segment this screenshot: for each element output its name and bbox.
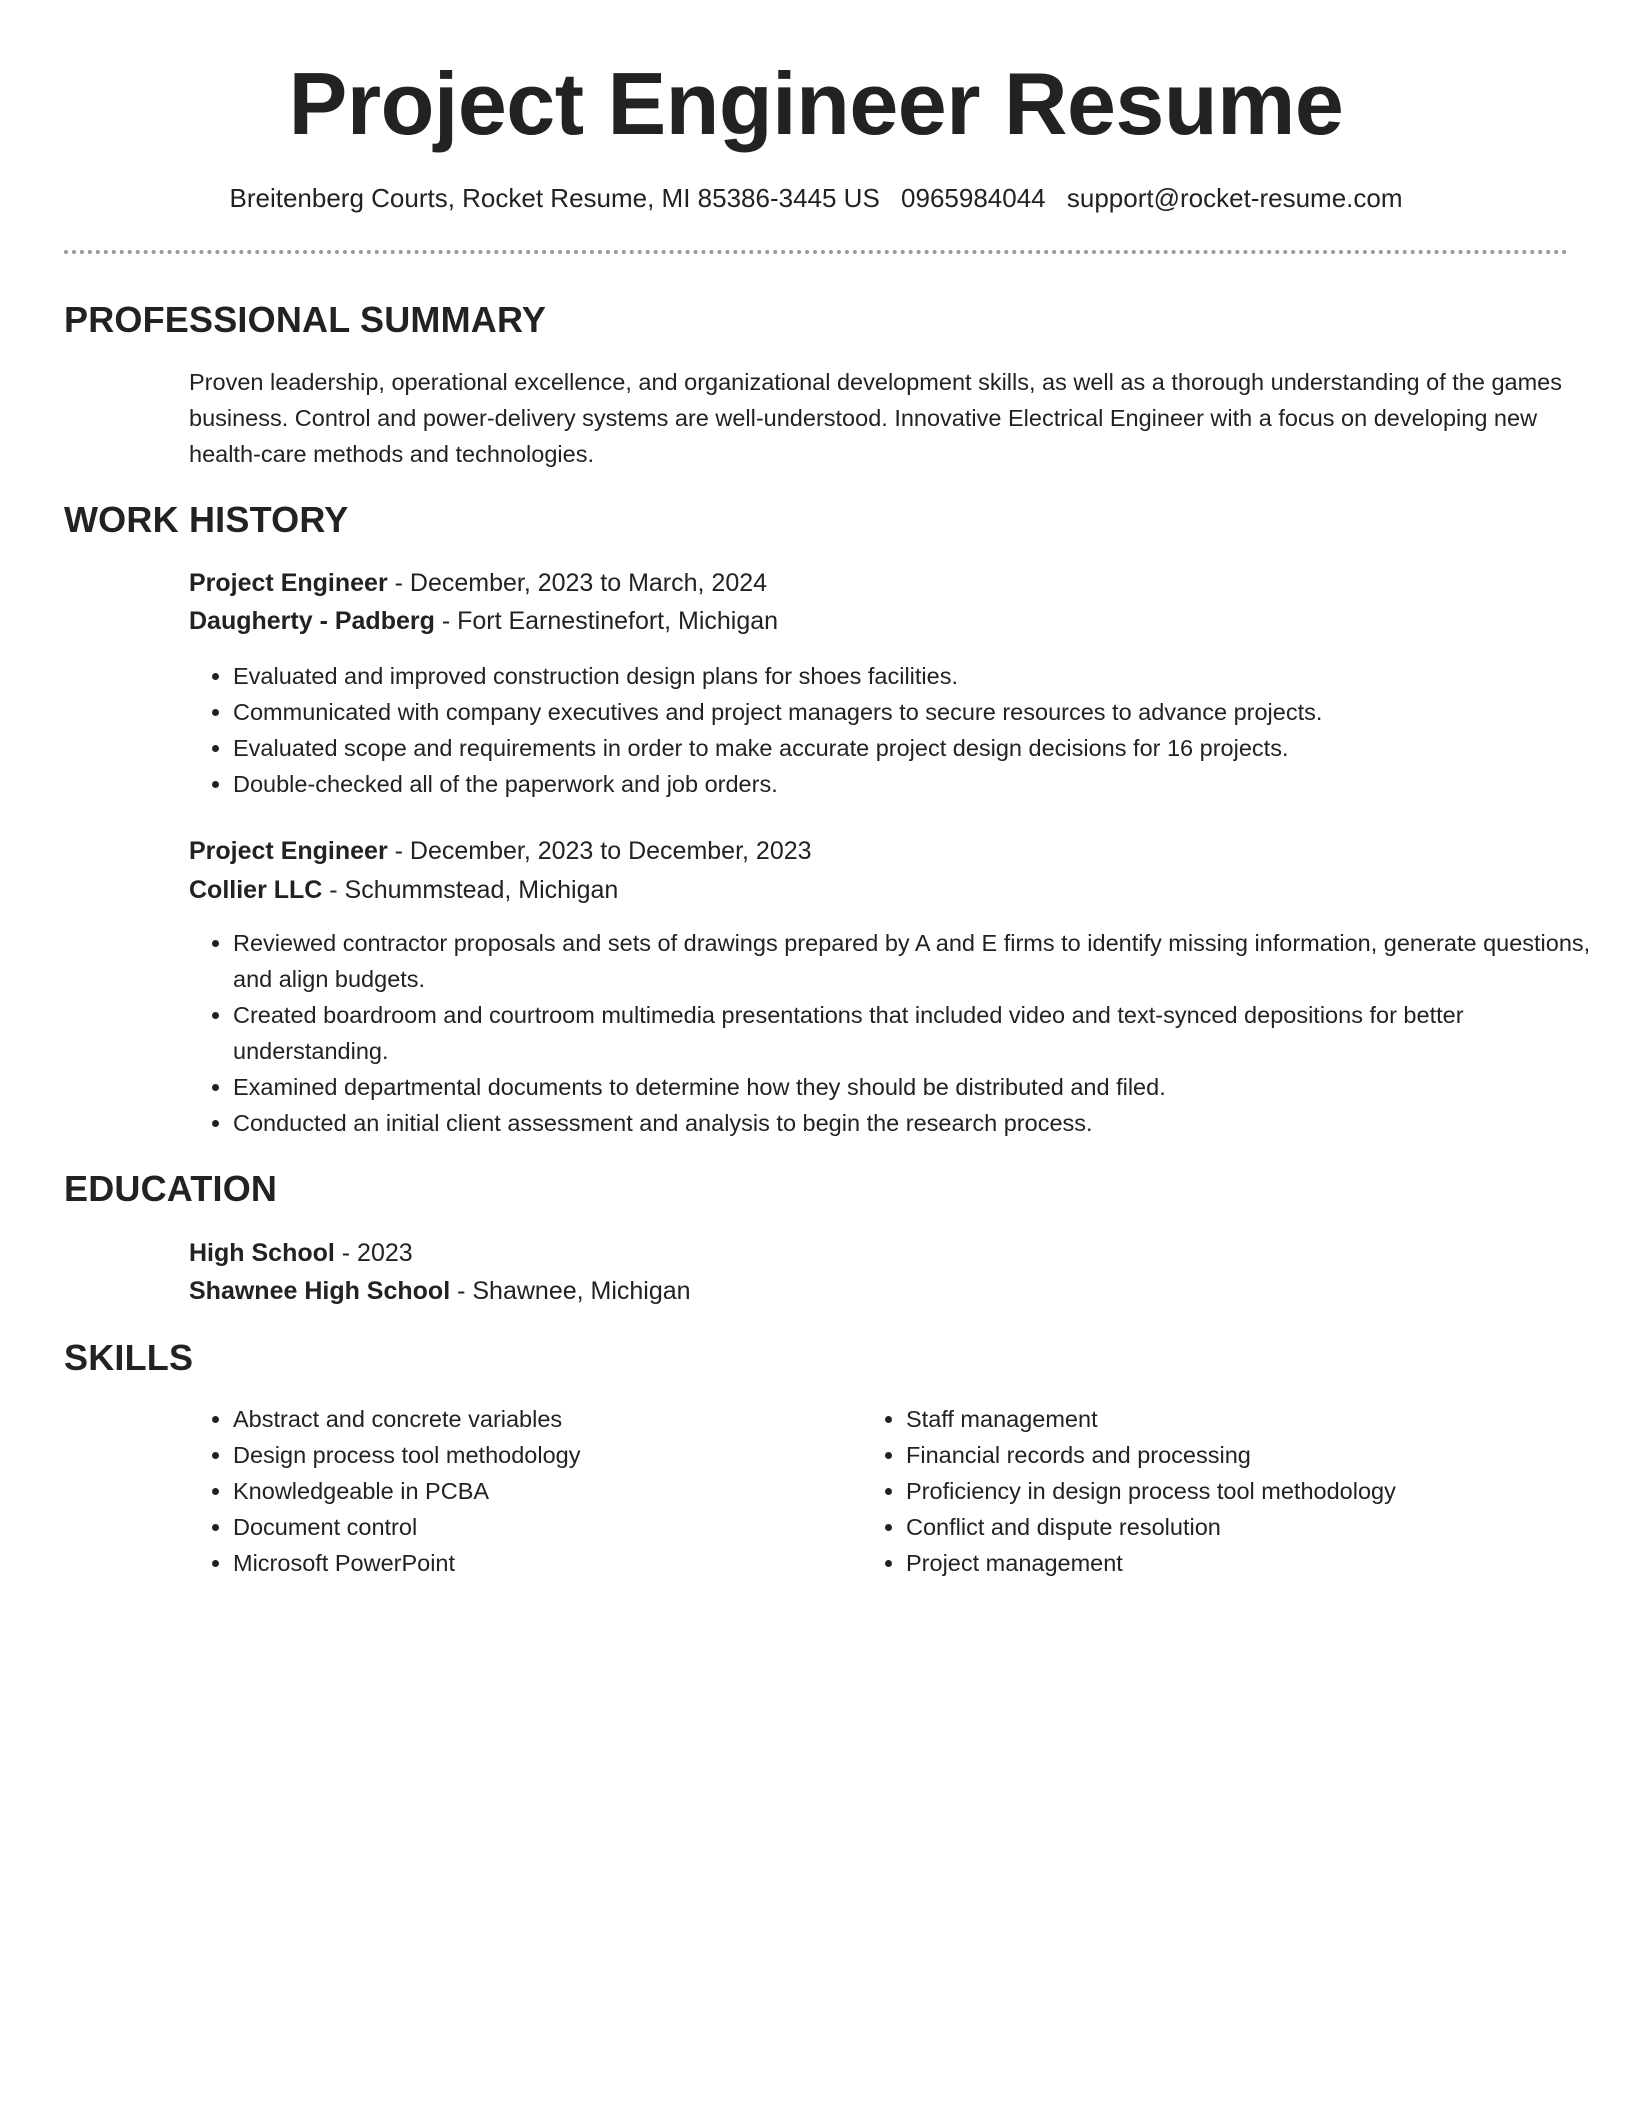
job-1-company: Daugherty - Padberg [189, 607, 435, 635]
list-item: • Microsoft PowerPoint [233, 1545, 873, 1581]
list-item: • Examined departmental documents to determine how they should be distributed and filed. [233, 1069, 1613, 1105]
section-title-education: EDUCATION [64, 1168, 278, 1209]
list-item: • Conflict and dispute resolution [906, 1509, 1546, 1545]
list-item: • Evaluated scope and requirements in order to make accurate project design decisions for 16 projects. [233, 730, 1613, 766]
contact-phone: 0965984044 [901, 183, 1046, 213]
list-item: • Abstract and concrete variables [233, 1401, 873, 1437]
summary-text: Proven leadership, operational excellence, and organizational development skills, as well as a thorough understanding of the games business. Control and power-delivery systems are well-understood. Innovative Electrical Engineer with a focus on developing new health-care methods and technologies. [189, 369, 1562, 467]
list-item: • Staff management [906, 1401, 1546, 1437]
job-2-bullets [189, 925, 1613, 1141]
list-item: • Created boardroom and courtroom multimedia presentations that included video and text-synced depositions for better understanding. [233, 997, 1613, 1069]
contact-email[interactable]: support@rocket-resume.com [1066, 183, 1403, 213]
list-item: • Reviewed contractor proposals and sets of drawings prepared by A and E firms to identify missing information, generate questions, and align budgets. [233, 925, 1613, 997]
education-year: - 2023 [334, 1239, 413, 1267]
education-school: Shawnee High School [189, 1277, 451, 1305]
contact-address: Breitenberg Courts, Rocket Resume, MI 85386-3445 US [229, 183, 880, 213]
job-2-title: Project Engineer [189, 837, 388, 865]
job-1-location: - Fort Earnestinefort, Michigan [434, 607, 779, 635]
section-title-summary: PROFESSIONAL SUMMARY [64, 299, 547, 340]
section-title-work-history: WORK HISTORY [64, 499, 349, 540]
section-title-skills: SKILLS [64, 1337, 194, 1378]
list-item: • Document control [233, 1509, 873, 1545]
job-1-company-line [189, 602, 1569, 640]
list-item: • Proficiency in design process tool methodology [906, 1473, 1546, 1509]
list-item: • Knowledgeable in PCBA [233, 1473, 873, 1509]
contact-line [0, 180, 1632, 216]
job-1-bullets [189, 658, 1613, 802]
job-2-dates: - December, 2023 to December, 2023 [387, 837, 812, 865]
education-degree-line [189, 1234, 1569, 1272]
list-item: • Design process tool methodology [233, 1437, 873, 1473]
job-2-location: - Schummstead, Michigan [322, 876, 619, 904]
education-school-line [189, 1272, 1569, 1310]
job-1-title: Project Engineer [189, 569, 388, 597]
skills-list-right [862, 1401, 1546, 1581]
job-1-dates: - December, 2023 to March, 2024 [387, 569, 768, 597]
job-2-company: Collier LLC [189, 876, 323, 904]
job-1-title-line [189, 564, 1569, 602]
list-item: • Double-checked all of the paperwork and job orders. [233, 766, 1613, 802]
education-location: - Shawnee, Michigan [450, 1277, 691, 1305]
list-item: • Evaluated and improved construction design plans for shoes facilities. [233, 658, 1613, 694]
skills-list-left [189, 1401, 873, 1581]
list-item: • Financial records and processing [906, 1437, 1546, 1473]
list-item: • Project management [906, 1545, 1546, 1581]
job-2-company-line [189, 871, 1569, 909]
job-2-title-line [189, 832, 1569, 870]
list-item: • Communicated with company executives and project managers to secure resources to advance projects. [233, 694, 1613, 730]
resume-title: Project Engineer Resume [288, 54, 1344, 153]
header-divider [64, 250, 1568, 254]
list-item: • Conducted an initial client assessment and analysis to begin the research process. [233, 1105, 1613, 1141]
education-degree: High School [189, 1239, 335, 1267]
